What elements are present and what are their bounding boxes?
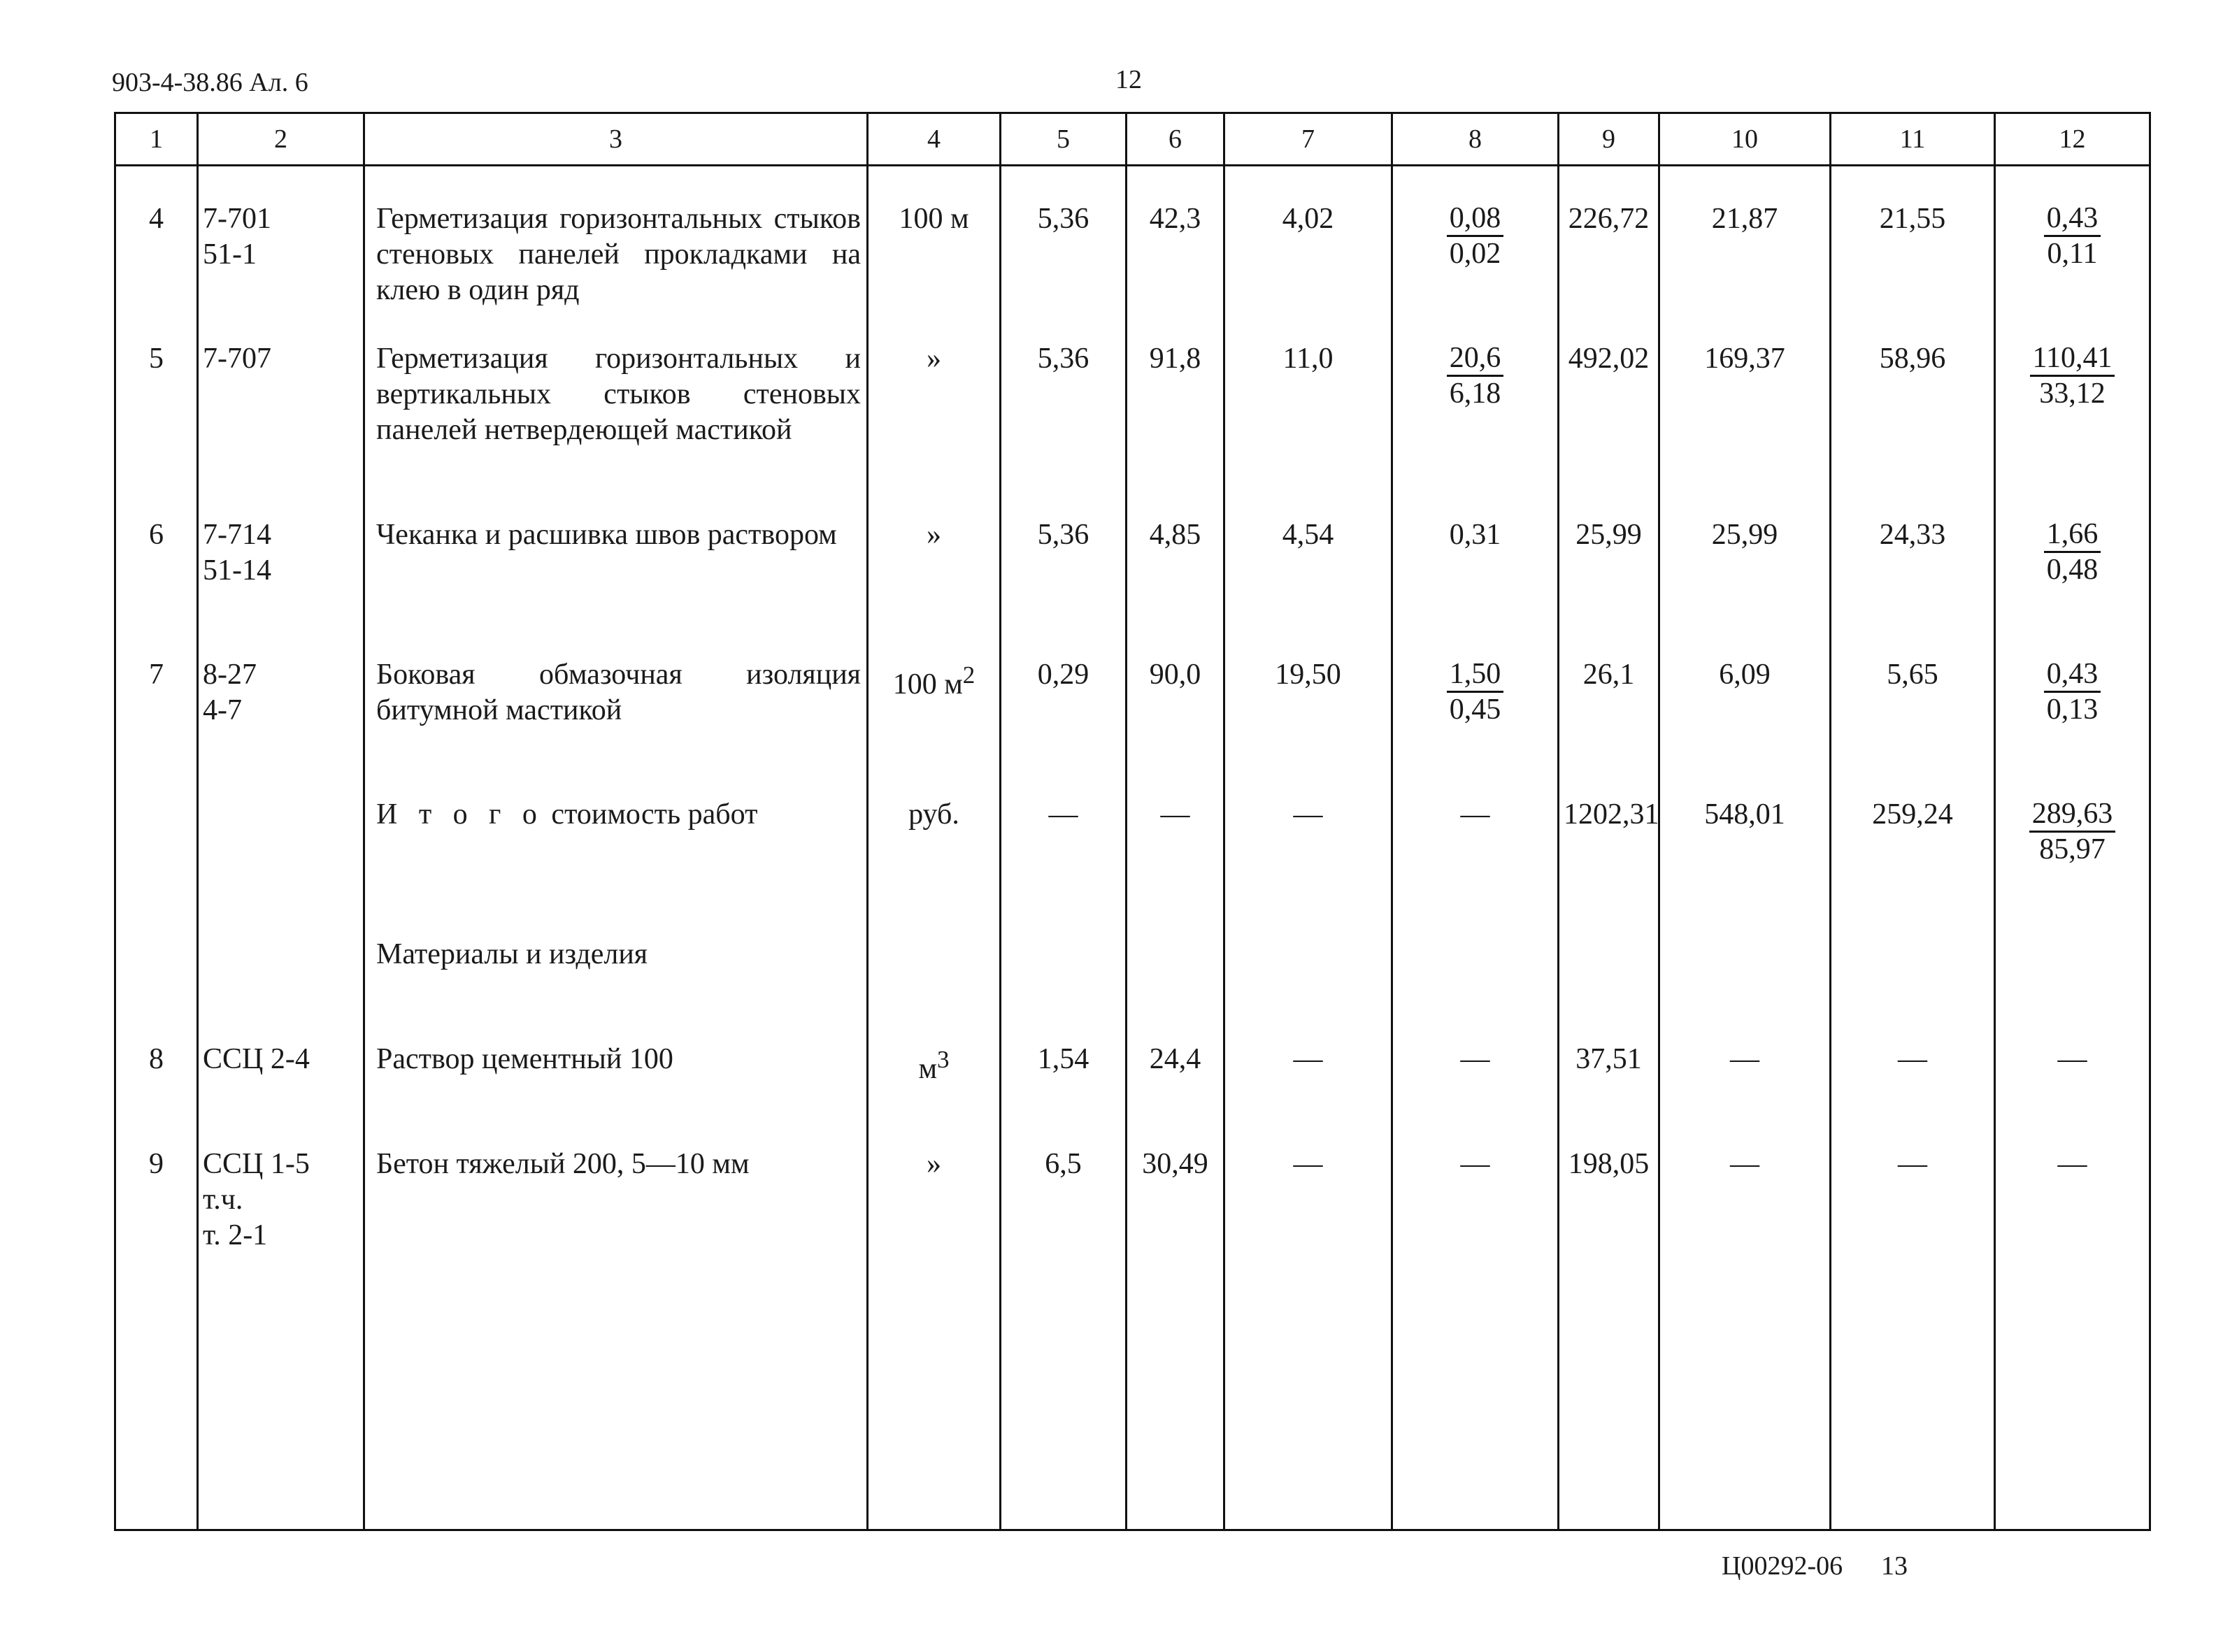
norm-code-line: ССЦ 1-5 (203, 1148, 310, 1180)
col-7-value: 19,50 (1224, 657, 1392, 797)
fraction (2030, 341, 2115, 410)
row-number: 7 (115, 657, 198, 797)
norm-code-line: 51-1 (203, 238, 257, 271)
row-number: 6 (115, 517, 198, 657)
empty-cell (1559, 937, 1659, 1042)
unit: руб. (868, 797, 1001, 937)
norm-code (198, 517, 364, 657)
empty-cell (1224, 937, 1392, 1042)
norm-code-line: ССЦ 2-4 (203, 1043, 310, 1075)
col-7-value: — (1224, 797, 1392, 937)
norm-code-line: 7-701 (203, 203, 271, 235)
footer-code: Ц00292-06 (1722, 1551, 1843, 1581)
total-row (115, 797, 2150, 937)
column-header: 3 (364, 113, 868, 166)
col-10-value: 548,01 (1659, 797, 1831, 937)
fraction (2044, 657, 2101, 726)
col-11-value: 259,24 (1831, 797, 1995, 937)
column-header: 6 (1127, 113, 1224, 166)
fraction (1447, 657, 1504, 726)
col-12-value (1995, 341, 2150, 517)
work-description: Чеканка и расшивка швов раствором (364, 517, 868, 657)
col-8-value: 0,31 (1392, 517, 1559, 657)
col-12-value (1995, 657, 2150, 797)
numerator: 110,41 (2030, 341, 2115, 377)
norm-code (198, 1147, 364, 1530)
work-description: Герметизация горизонтальных и вертикальных стыков стеновых панелей нетвердеющей мастикой (364, 341, 868, 517)
quantity: 1,54 (1001, 1042, 1127, 1147)
unit-cost: — (1127, 797, 1224, 937)
unit: » (868, 517, 1001, 657)
col-8-value (1392, 657, 1559, 797)
norm-code (198, 166, 364, 342)
total-cost: 198,05 (1559, 1147, 1659, 1530)
table-row (115, 657, 2150, 797)
numerator: 0,43 (2044, 657, 2101, 693)
col-12-value (1995, 797, 2150, 937)
numerator: 20,6 (1447, 341, 1504, 377)
column-number-row (115, 113, 2150, 166)
fraction (1447, 201, 1504, 271)
col-11-value: 24,33 (1831, 517, 1995, 657)
unit-exponent: 3 (937, 1046, 950, 1073)
quantity: 5,36 (1001, 166, 1127, 342)
empty-cell (1392, 937, 1559, 1042)
column-header: 10 (1659, 113, 1831, 166)
fraction (2044, 201, 2101, 271)
unit-cost: 42,3 (1127, 166, 1224, 342)
total-cost: 226,72 (1559, 166, 1659, 342)
fraction (2029, 797, 2116, 866)
col-11-value: 21,55 (1831, 166, 1995, 342)
empty-cell (1001, 937, 1127, 1042)
unit: » (868, 341, 1001, 517)
empty-cell (198, 937, 364, 1042)
norm-code-line: т.ч. (203, 1184, 243, 1216)
unit-cost: 91,8 (1127, 341, 1224, 517)
norm-code-line: 7-714 (203, 519, 271, 551)
empty-cell (868, 937, 1001, 1042)
col-11-value: — (1831, 1042, 1995, 1147)
norm-code-line: 7-707 (203, 343, 271, 375)
unit-cost: 24,4 (1127, 1042, 1224, 1147)
col-10-value: — (1659, 1042, 1831, 1147)
total-cost: 25,99 (1559, 517, 1659, 657)
numerator: 289,63 (2029, 797, 2116, 833)
empty-cell (115, 937, 198, 1042)
norm-code-line: т. 2-1 (203, 1219, 268, 1251)
quantity: — (1001, 797, 1127, 937)
unit-cost: 4,85 (1127, 517, 1224, 657)
denominator: 0,48 (2046, 554, 2099, 586)
fraction (1447, 341, 1504, 410)
col-7-value: 11,0 (1224, 341, 1392, 517)
col-8-value: — (1392, 797, 1559, 937)
unit-cost: 30,49 (1127, 1147, 1224, 1530)
col-8-value (1392, 341, 1559, 517)
column-header: 12 (1995, 113, 2150, 166)
table-row (115, 166, 2150, 342)
footer-page-number: 13 (1881, 1551, 1908, 1581)
table-row (115, 1042, 2150, 1147)
empty-cell (1995, 937, 2150, 1042)
col-10-value: — (1659, 1147, 1831, 1530)
col-12-value: — (1995, 1147, 2150, 1530)
col-8-value (1392, 166, 1559, 342)
col-7-value: 4,02 (1224, 166, 1392, 342)
col-7-value: — (1224, 1042, 1392, 1147)
row-number: 5 (115, 341, 198, 517)
col-8-value: — (1392, 1147, 1559, 1530)
column-header: 9 (1559, 113, 1659, 166)
column-header: 2 (198, 113, 364, 166)
column-header: 5 (1001, 113, 1127, 166)
table-row (115, 341, 2150, 517)
col-11-value: 5,65 (1831, 657, 1995, 797)
norm-code-line: 4-7 (203, 694, 242, 726)
estimate-table (114, 112, 2151, 1531)
fraction (2044, 517, 2101, 587)
numerator: 1,66 (2044, 517, 2101, 553)
table-row (115, 1147, 2150, 1530)
section-heading-row (115, 937, 2150, 1042)
col-7-value: 4,54 (1224, 517, 1392, 657)
numerator: 0,08 (1447, 201, 1504, 237)
row-number: 8 (115, 1042, 198, 1147)
column-header: 7 (1224, 113, 1392, 166)
norm-code (198, 341, 364, 517)
col-10-value: 169,37 (1659, 341, 1831, 517)
table-row (115, 517, 2150, 657)
row-number: 4 (115, 166, 198, 342)
norm-code-line: 8-27 (203, 659, 257, 691)
numerator: 0,43 (2044, 201, 2101, 237)
denominator: 0,11 (2047, 238, 2098, 270)
quantity: 5,36 (1001, 341, 1127, 517)
materials-heading: Материалы и изделия (364, 937, 868, 1042)
unit: » (868, 1147, 1001, 1530)
total-cost: 37,51 (1559, 1042, 1659, 1147)
unit (868, 1042, 1001, 1147)
denominator: 0,45 (1449, 694, 1501, 726)
col-10-value: 25,99 (1659, 517, 1831, 657)
column-header: 8 (1392, 113, 1559, 166)
unit-exponent: 2 (962, 661, 975, 689)
unit-base: м (918, 1053, 938, 1085)
quantity: 0,29 (1001, 657, 1127, 797)
unit (868, 657, 1001, 797)
denominator: 33,12 (2039, 378, 2106, 410)
norm-code (198, 1042, 364, 1147)
total-label (364, 797, 868, 937)
material-description: Бетон тяжелый 200, 5—10 мм (364, 1147, 868, 1530)
material-description: Раствор цементный 100 (364, 1042, 868, 1147)
empty-cell (1659, 937, 1831, 1042)
col-8-value: — (1392, 1042, 1559, 1147)
denominator: 6,18 (1449, 378, 1501, 410)
unit-cost: 90,0 (1127, 657, 1224, 797)
denominator: 0,02 (1449, 238, 1501, 270)
empty-cell (1831, 937, 1995, 1042)
col-10-value: 21,87 (1659, 166, 1831, 342)
col-7-value: — (1224, 1147, 1392, 1530)
col-12-value: — (1995, 1042, 2150, 1147)
total-label-rest: стоимость работ (551, 798, 758, 831)
empty-cell (1127, 937, 1224, 1042)
col-11-value: — (1831, 1147, 1995, 1530)
empty-cell (198, 797, 364, 937)
quantity: 5,36 (1001, 517, 1127, 657)
total-label-spaced: И т о г о (376, 798, 544, 831)
column-header: 4 (868, 113, 1001, 166)
column-header: 1 (115, 113, 198, 166)
row-number: 9 (115, 1147, 198, 1530)
total-cost: 26,1 (1559, 657, 1659, 797)
col-12-value (1995, 517, 2150, 657)
unit-base: 100 м (892, 668, 963, 701)
column-header: 11 (1831, 113, 1995, 166)
quantity: 6,5 (1001, 1147, 1127, 1530)
norm-code-line: 51-14 (203, 554, 271, 587)
denominator: 85,97 (2039, 833, 2106, 865)
denominator: 0,13 (2046, 694, 2099, 726)
unit: 100 м (868, 166, 1001, 342)
work-description: Боковая обмазочная изоляция битумной мастикой (364, 657, 868, 797)
col-11-value: 58,96 (1831, 341, 1995, 517)
work-description: Герметизация горизонтальных стыков стеновых панелей прокладками на клею в один ряд (364, 166, 868, 342)
numerator: 1,50 (1447, 657, 1504, 693)
page-number: 12 (1115, 65, 1142, 94)
total-cost: 1202,31 (1559, 797, 1659, 937)
col-10-value: 6,09 (1659, 657, 1831, 797)
col-12-value (1995, 166, 2150, 342)
norm-code (198, 657, 364, 797)
document-code: 903-4-38.86 Ал. 6 (112, 68, 308, 97)
empty-cell (115, 797, 198, 937)
total-cost: 492,02 (1559, 341, 1659, 517)
